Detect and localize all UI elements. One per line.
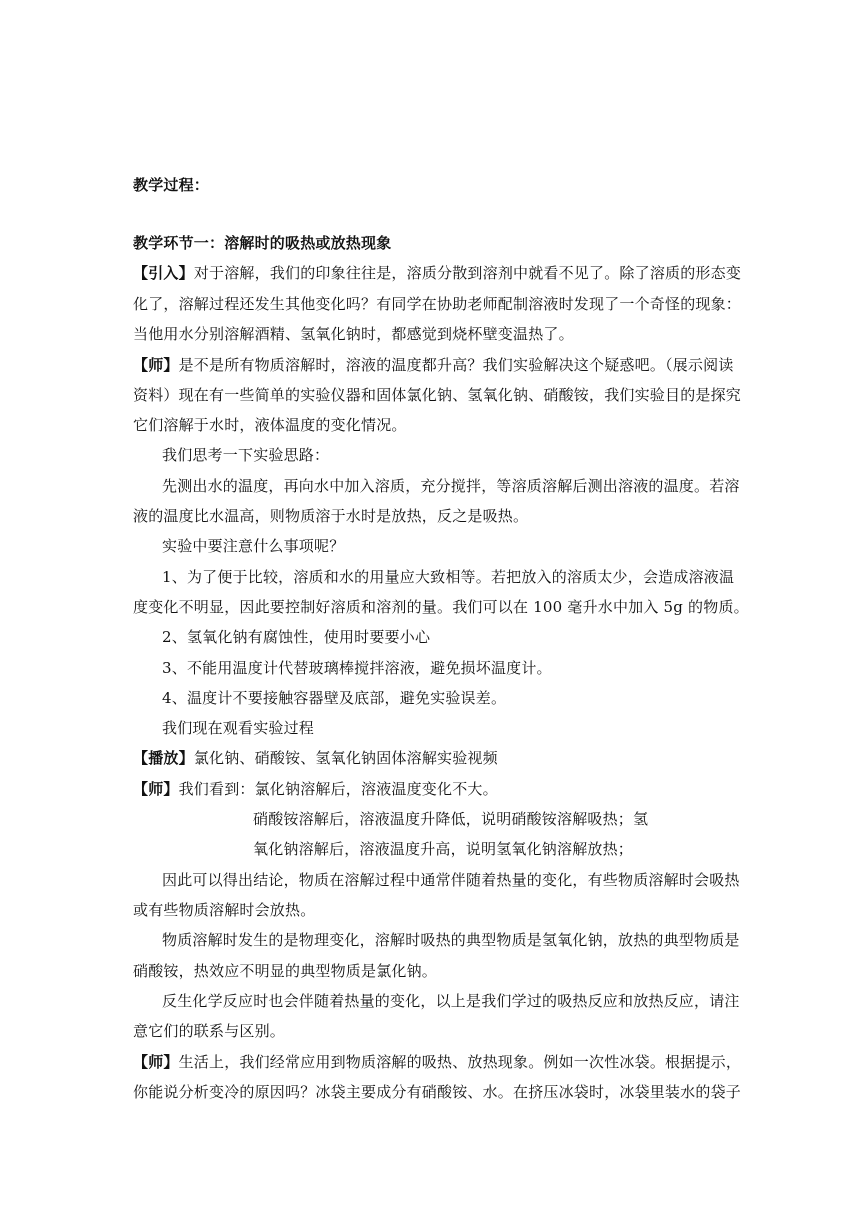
play-line: [133, 748, 498, 768]
section-title: 教学过程：: [133, 176, 210, 194]
teacher3-paragraph-line-1: [133, 1052, 741, 1072]
typical-text-2: 硝酸铵，热效应不明显的典型物质是氯化钠。: [133, 962, 438, 980]
reaction-text-2: 意它们的联系与区别。: [133, 1022, 286, 1040]
conclusion-text-2: 或有些物质溶解时会放热。: [133, 901, 316, 919]
intro-paragraph-line-1: [133, 263, 741, 283]
method-text-1: 先测出水的温度，再向水中加入溶质，充分搅拌，等溶质溶解后测出溶液的温度。若溶: [162, 477, 740, 495]
play-text: 氯化钠、硝酸铵、氢氧化钠固体溶解实验视频: [193, 749, 498, 767]
teacher2-first: 我们看到：氯化钠溶解后，溶液温度变化不大。: [178, 780, 498, 798]
play-tag: 【播放】: [133, 749, 194, 767]
teacher3-text-1: 生活上，我们经常应用到物质溶解的吸热、放热现象。例如一次性冰袋。根据提示，: [178, 1053, 742, 1071]
conclusion-text-1: 因此可以得出结论，物质在溶解过程中通常伴随着热量的变化，有些物质溶解时会吸热: [162, 871, 740, 889]
teacher2-text-3: 氧化钠溶解后，溶液温度升高，说明氢氧化钠溶解放热；: [253, 840, 634, 858]
teacher2-tag: 【师】: [133, 780, 179, 798]
teacher3-text-2: 你能说分析变冷的原因吗？冰袋主要成分有硝酸铵、水。在挤压冰袋时，冰袋里装水的袋子: [133, 1083, 742, 1101]
think-line: 我们思考一下实验思路：: [162, 446, 330, 464]
teacher1-text-1: 是不是所有物质溶解时，溶液的温度都升高？我们实验解决这个疑惑吧。（展示阅读: [178, 356, 734, 374]
teacher1-tag: 【师】: [133, 356, 179, 374]
notice-line: 实验中要注意什么事项呢？: [162, 537, 345, 555]
teacher1-text-2: 资料）现在有一些简单的实验仪器和固体氯化钠、氢氧化钠、硝酸铵，我们实验目的是探究: [133, 386, 742, 404]
reaction-text-1: 反生化学反应时也会伴随着热量的变化，以上是我们学过的吸热反应和放热反应，请注: [162, 992, 740, 1010]
typical-text-1: 物质溶解时发生的是物理变化，溶解时吸热的典型物质是氢氧化钠，放热的典型物质是: [162, 931, 740, 949]
note-3: 3、不能用温度计代替玻璃棒搅拌溶液，避免损坏温度计。: [162, 659, 552, 677]
intro-text-3: 当他用水分别溶解酒精、氢氧化钠时，都感觉到烧杯壁变温热了。: [133, 325, 574, 343]
subsection-title: 教学环节一：溶解时的吸热或放热现象: [133, 234, 392, 252]
watch-line: 我们现在观看实验过程: [162, 719, 315, 737]
teacher3-tag: 【师】: [133, 1053, 179, 1071]
note-1-line-2: 度变化不明显，因此要控制好溶质和溶剂的量。我们可以在 100 毫升水中加入 5g 的物质。: [133, 598, 749, 616]
intro-text-1: 对于溶解，我们的印象往往是，溶质分散到溶剂中就看不见了。除了溶质的形态变: [193, 264, 742, 282]
teacher2-paragraph-line-1: [133, 779, 498, 799]
teacher1-text-3: 它们溶解于水时，液体温度的变化情况。: [133, 416, 407, 434]
note-1-line-1: 1、为了便于比较，溶质和水的用量应大致相等。若把放入的溶质太少，会造成溶液温: [162, 568, 735, 586]
intro-text-2: 化了，溶解过程还发生其他变化吗？有同学在协助老师配制溶液时发现了一个奇怪的现象：: [133, 295, 742, 313]
note-2: 2、氢氧化钠有腐蚀性，使用时要要小心: [162, 628, 431, 646]
intro-tag: 【引入】: [133, 264, 194, 282]
teacher1-paragraph-line-1: [133, 355, 734, 375]
method-text-2: 液的温度比水温高，则物质溶于水时是放热，反之是吸热。: [133, 507, 529, 525]
note-4: 4、温度计不要接触容器壁及底部，避免实验误差。: [162, 689, 507, 707]
teacher2-text-2: 硝酸铵溶解后，溶液温度升降低，说明硝酸铵溶解吸热；氢: [253, 810, 649, 828]
